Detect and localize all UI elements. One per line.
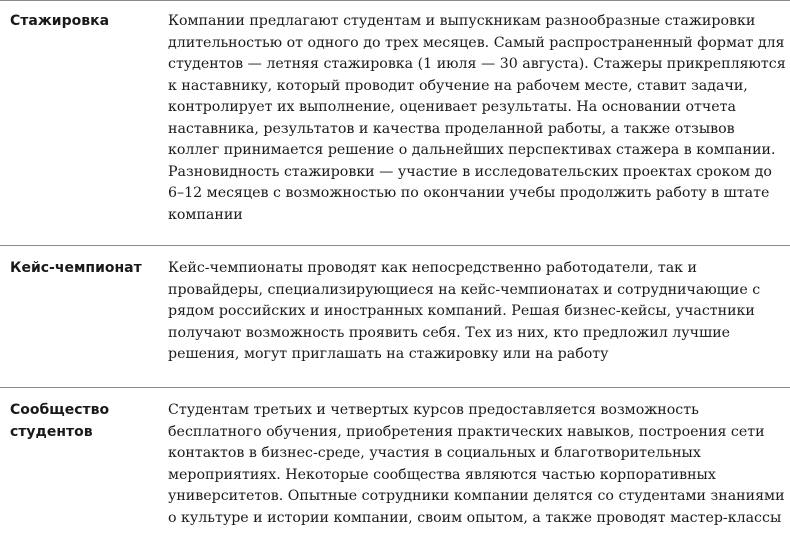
description-cell: Компании предлагают студентам и выпускникам разнообразные стажировки длительностью от одного до трех месяцев. Самый распространенный формат для студентов — летняя стажировка (1 июля — 30 августа). Стажеры прикрепляются к наставнику, который проводит обучение на рабочем месте, ставит задачи, контролирует их выполнение, оценивает результаты. На основании отчета наставника, результатов и качества проделанной работы, а также отзывов коллег принимается решение о дальнейших перспективах стажера в компании. Разновидность стажировки — участие в исследовательских проектах сроком до 6–12 месяцев с возможностью по окончании учебы продолжить работу в штате компании xyxy=(168,13,786,223)
term-cell: Кейс-чемпионат xyxy=(10,260,142,276)
term-cell: Сообщество студентов xyxy=(10,402,110,440)
term-cell: Стажировка xyxy=(10,13,110,29)
description-cell: Студентам третьих и четвертых курсов предоставляется возможность бесплатного обучения, приобретения практических навыков, построения сети контактов в бизнес-среде, участия в социальных и благотворительных мероприятиях. Некоторые сообщества являются частью корпоративных университетов. Опытные сотрудники компании делятся со студентами знаниями о культуре и истории компании, своим опытом, а также проводят мастер-классы xyxy=(168,402,785,526)
table-row xyxy=(0,246,790,388)
table-row xyxy=(0,0,790,246)
description-cell: Кейс-чемпионаты проводят как непосредственно работодатели, так и провайдеры, специализирующиеся на кейс-чемпионатах и сотрудничающие с рядом российских и иностранных компаний. Решая бизнес-кейсы, участники получают возможность проявить себя. Тех из них, кто предложил лучшие решения, могут приглашать на стажировку или на работу xyxy=(168,260,761,362)
table-row xyxy=(0,388,790,553)
